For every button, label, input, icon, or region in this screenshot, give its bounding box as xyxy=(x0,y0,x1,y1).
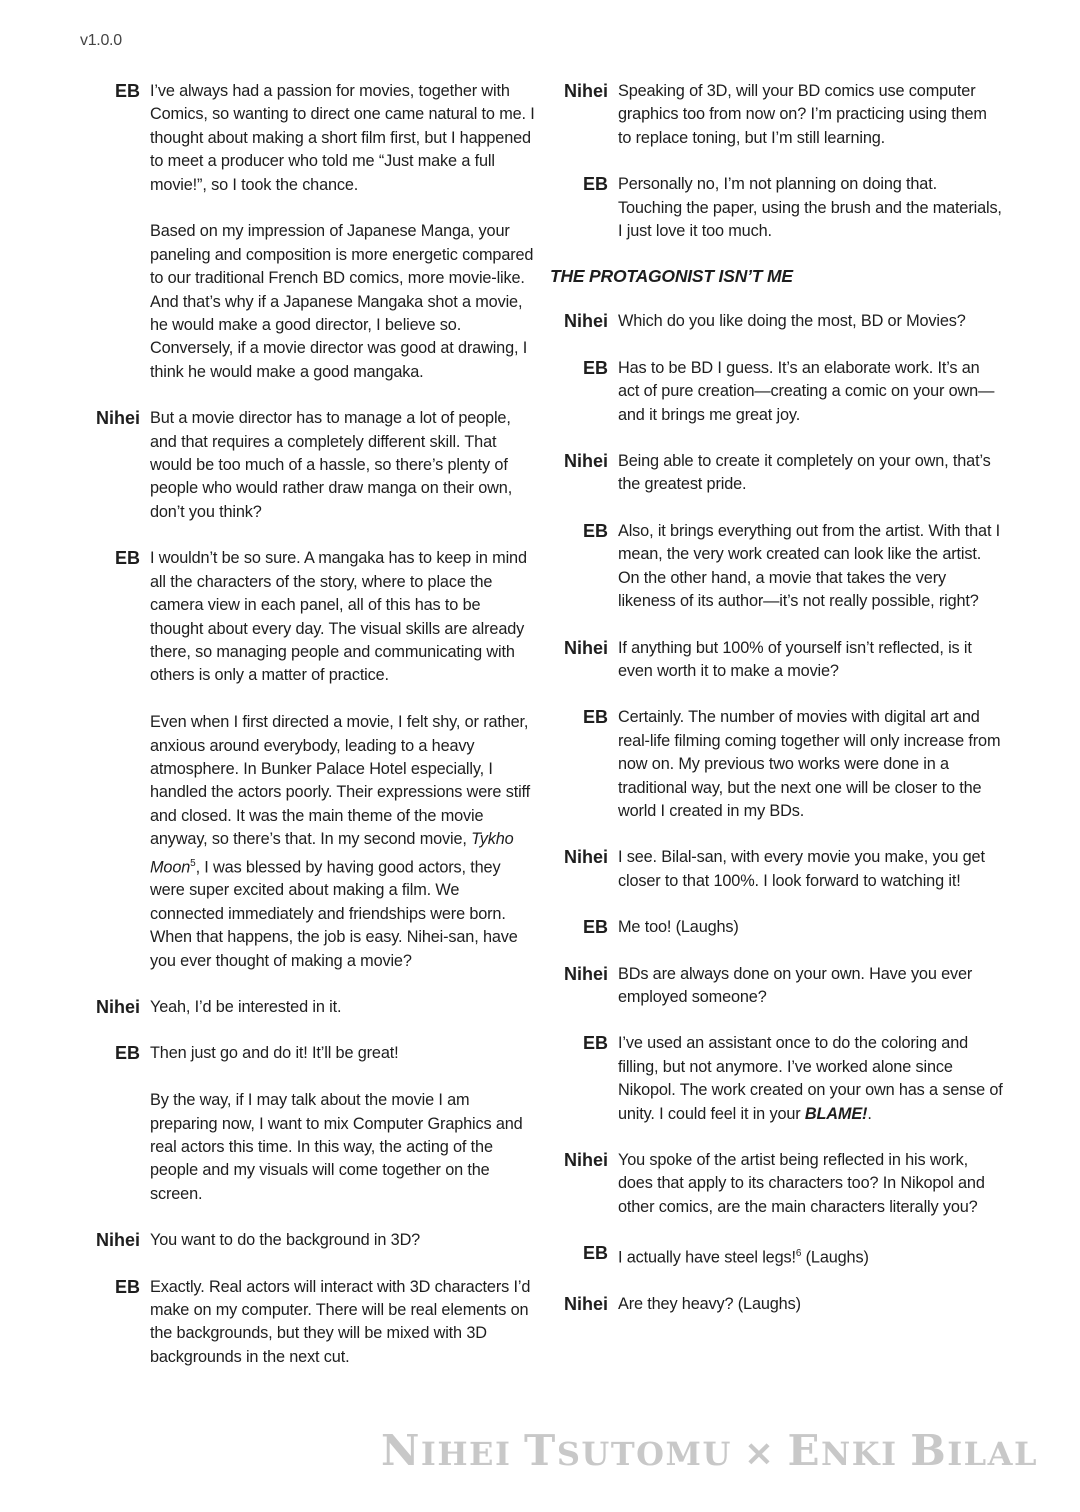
dialogue-entry xyxy=(556,1032,1004,1126)
dialogue-entry xyxy=(556,1293,1004,1316)
dialogue-entry xyxy=(88,407,536,524)
section-heading: THE PROTAGONIST ISN’T ME xyxy=(550,266,793,287)
dialogue-paragraph: But a movie director has to manage a lot of people, and that requires a completely different skill. That would be too much of a hassle, so there’s plenty of people who would rather draw manga on their own, don’t you think? xyxy=(150,409,513,521)
dialogue-paragraph: BDs are always done on your own. Have you ever employed someone? xyxy=(618,964,973,1006)
dialogue-paragraph: If anything but 100% of yourself isn’t reflected, is it even worth it to make a movie? xyxy=(618,638,972,680)
dialogue-paragraph: Also, it brings everything out from the artist. With that I mean, the very work created can look like the artist. On the other hand, a movie that takes the very likeness of its author—it’s not really possible, right? xyxy=(618,521,1001,611)
speaker-label: Nihei xyxy=(95,1230,140,1251)
dialogue-paragraph: Me too! (Laughs) xyxy=(618,918,739,937)
speaker-label: EB xyxy=(114,548,140,569)
dialogue-paragraph: Exactly. Real actors will interact with 3D characters I’d make on my computer. There will be real elements on the backgrounds, but they will be mixed with 3D backgrounds in the next cut. xyxy=(150,1277,531,1366)
dialogue-paragraph: Certainly. The number of movies with digital art and real-life filming coming together will only increase from now on. My previous two works were done in a traditional way, but the next one will be closer to the world I created in my BDs. xyxy=(618,708,1001,820)
dialogue-paragraph: Personally no, I’m not planning on doing that. Touching the paper, using the brush and the materials, I just love it too much. xyxy=(618,175,1002,241)
dialogue-entry xyxy=(556,450,1004,497)
text-run: . xyxy=(867,1104,872,1123)
speaker-label: EB xyxy=(582,357,608,378)
speaker-label: EB xyxy=(114,1043,140,1064)
speaker-label: Nihei xyxy=(563,1150,608,1170)
cross-separator: × xyxy=(743,1433,776,1474)
text-run: (Laughs) xyxy=(801,1248,869,1267)
dialogue-entry xyxy=(88,547,536,973)
dialogue-entry xyxy=(556,520,1004,614)
speaker-label: Nihei xyxy=(563,963,608,984)
text-run: I actually have steel legs! xyxy=(618,1248,796,1267)
version-label: v1.0.0 xyxy=(80,32,122,49)
movie-title: Tykho Moon xyxy=(150,830,514,876)
dialogue-entry xyxy=(88,996,536,1019)
speaker-label: Nihei xyxy=(563,451,608,472)
speaker-label: Nihei xyxy=(563,1294,608,1315)
dialogue-entry xyxy=(556,963,1004,1010)
dialogue-entry xyxy=(556,1149,1004,1219)
speaker-label: Nihei xyxy=(563,311,608,332)
dialogue-paragraph: Yeah, I’d be interested in it. xyxy=(150,998,342,1017)
dialogue-paragraph: Are they heavy? (Laughs) xyxy=(618,1295,801,1314)
footer-title: NIHEI TSUTOMU × ENKI BILAL xyxy=(380,1426,1038,1475)
dialogue-paragraph: By the way, if I may talk about the movie I am preparing now, I want to mix Computer Graphics and real actors this time. In this way, the acting of the people and my visuals will come together on the screen. xyxy=(150,1091,523,1203)
speaker-label: EB xyxy=(582,174,608,195)
dialogue-entry xyxy=(556,916,1004,939)
dialogue-paragraph: Being able to create it completely on your own, that’s the greatest pride. xyxy=(618,452,991,494)
speaker-label: EB xyxy=(582,917,608,938)
speaker-label: EB xyxy=(582,1033,608,1054)
dialogue-paragraph xyxy=(618,1242,1004,1270)
dialogue-entry xyxy=(88,1276,536,1370)
dialogue-entry xyxy=(556,80,1004,150)
dialogue-paragraph: Which do you like doing the most, BD or Movies? xyxy=(618,312,966,331)
text-run: I’ve used an assistant once to do the coloring and filling, but not anymore. I’ve worked alone since Nikopol. The work created on your own has a sense of unity. I could feel it in your xyxy=(618,1034,1003,1123)
dialogue-paragraph: I wouldn’t be so sure. A mangaka has to keep in mind all the characters of the story, where to place the camera view in each panel, all of this has to be thought about every day. The visual skills are already there, so managing people and communicating with others is only a matter of practice. xyxy=(150,549,527,685)
dialogue-entry xyxy=(556,1242,1004,1270)
text-run: Even when I first directed a movie, I felt shy, or rather, anxious around everybody, leading to a heavy atmosphere. In Bunker Palace Hotel especially, I handled the actors poorly. Their expressions were stiff and closed. It was the main theme of the movie anyway, so there’s that. In my second movie, xyxy=(150,713,530,849)
left-column xyxy=(88,80,536,1392)
speaker-label: EB xyxy=(582,707,608,728)
dialogue-paragraph xyxy=(618,1032,1004,1126)
speaker-label: EB xyxy=(582,1243,608,1264)
speaker-label: Nihei xyxy=(95,408,140,429)
speaker-label: Nihei xyxy=(563,847,608,868)
dialogue-paragraph: I’ve always had a passion for movies, together with Comics, so wanting to direct one came natural to me. I thought about making a short film first, but I happened to meet a producer who told me “Just make a full movie!”, so I took the chance. xyxy=(150,82,535,194)
dialogue-entry xyxy=(556,357,1004,427)
dialogue-entry xyxy=(88,1042,536,1206)
speaker-label: EB xyxy=(582,520,608,541)
dialogue-paragraph: You want to do the background in 3D? xyxy=(150,1231,421,1250)
dialogue-entry xyxy=(88,80,536,384)
dialogue-paragraph: You spoke of the artist being reflected in his work, does that apply to its characters too? In Nikopol and other comics, are the main characters literally you? xyxy=(618,1151,985,1216)
speaker-label: EB xyxy=(114,1276,140,1297)
dialogue-entry xyxy=(556,706,1004,823)
dialogue-entry xyxy=(556,637,1004,684)
dialogue-entry xyxy=(556,310,1004,333)
dialogue-paragraph: Based on my impression of Japanese Manga, your paneling and composition is more energetic compared to our traditional French BD comics, more movie-like. And that’s why if a Japanese Mangaka shot a movie, he would make a good director, I believe so. Conversely, if a movie director was good at drawing, I think he would make a good mangaka. xyxy=(150,222,534,381)
speaker-label: Nihei xyxy=(563,81,608,101)
dialogue-entry xyxy=(88,1229,536,1252)
dialogue-entry xyxy=(556,846,1004,893)
dialogue-paragraph xyxy=(150,711,536,973)
dialogue-entry xyxy=(556,173,1004,243)
footnote-ref: 5 xyxy=(190,857,196,869)
dialogue-paragraph: Speaking of 3D, will your BD comics use computer graphics too from now on? I’m practicing using them to replace toning, but I’m still learning. xyxy=(618,82,987,147)
dialogue-paragraph: Has to be BD I guess. It’s an elaborate work. It’s an act of pure creation—creating a comic on your own—and it brings me great joy. xyxy=(618,358,995,424)
speaker-label: Nihei xyxy=(95,997,140,1018)
footnote-ref: 6 xyxy=(795,1248,802,1260)
right-column xyxy=(550,80,1004,1339)
text-run: , I was blessed by having good actors, they were super excited about making a film. We connected immediately and friendships were born. When that happens, the job is easy. Nihei-san, have you ever thought of making a movie? xyxy=(150,857,518,970)
speaker-label: Nihei xyxy=(563,637,608,658)
dialogue-paragraph: Then just go and do it! It’ll be great! xyxy=(150,1044,399,1063)
manga-title: BLAME! xyxy=(804,1104,868,1123)
dialogue-paragraph: I see. Bilal-san, with every movie you make, you get closer to that 100%. I look forward to watching it! xyxy=(618,848,985,890)
speaker-label: EB xyxy=(114,81,140,101)
